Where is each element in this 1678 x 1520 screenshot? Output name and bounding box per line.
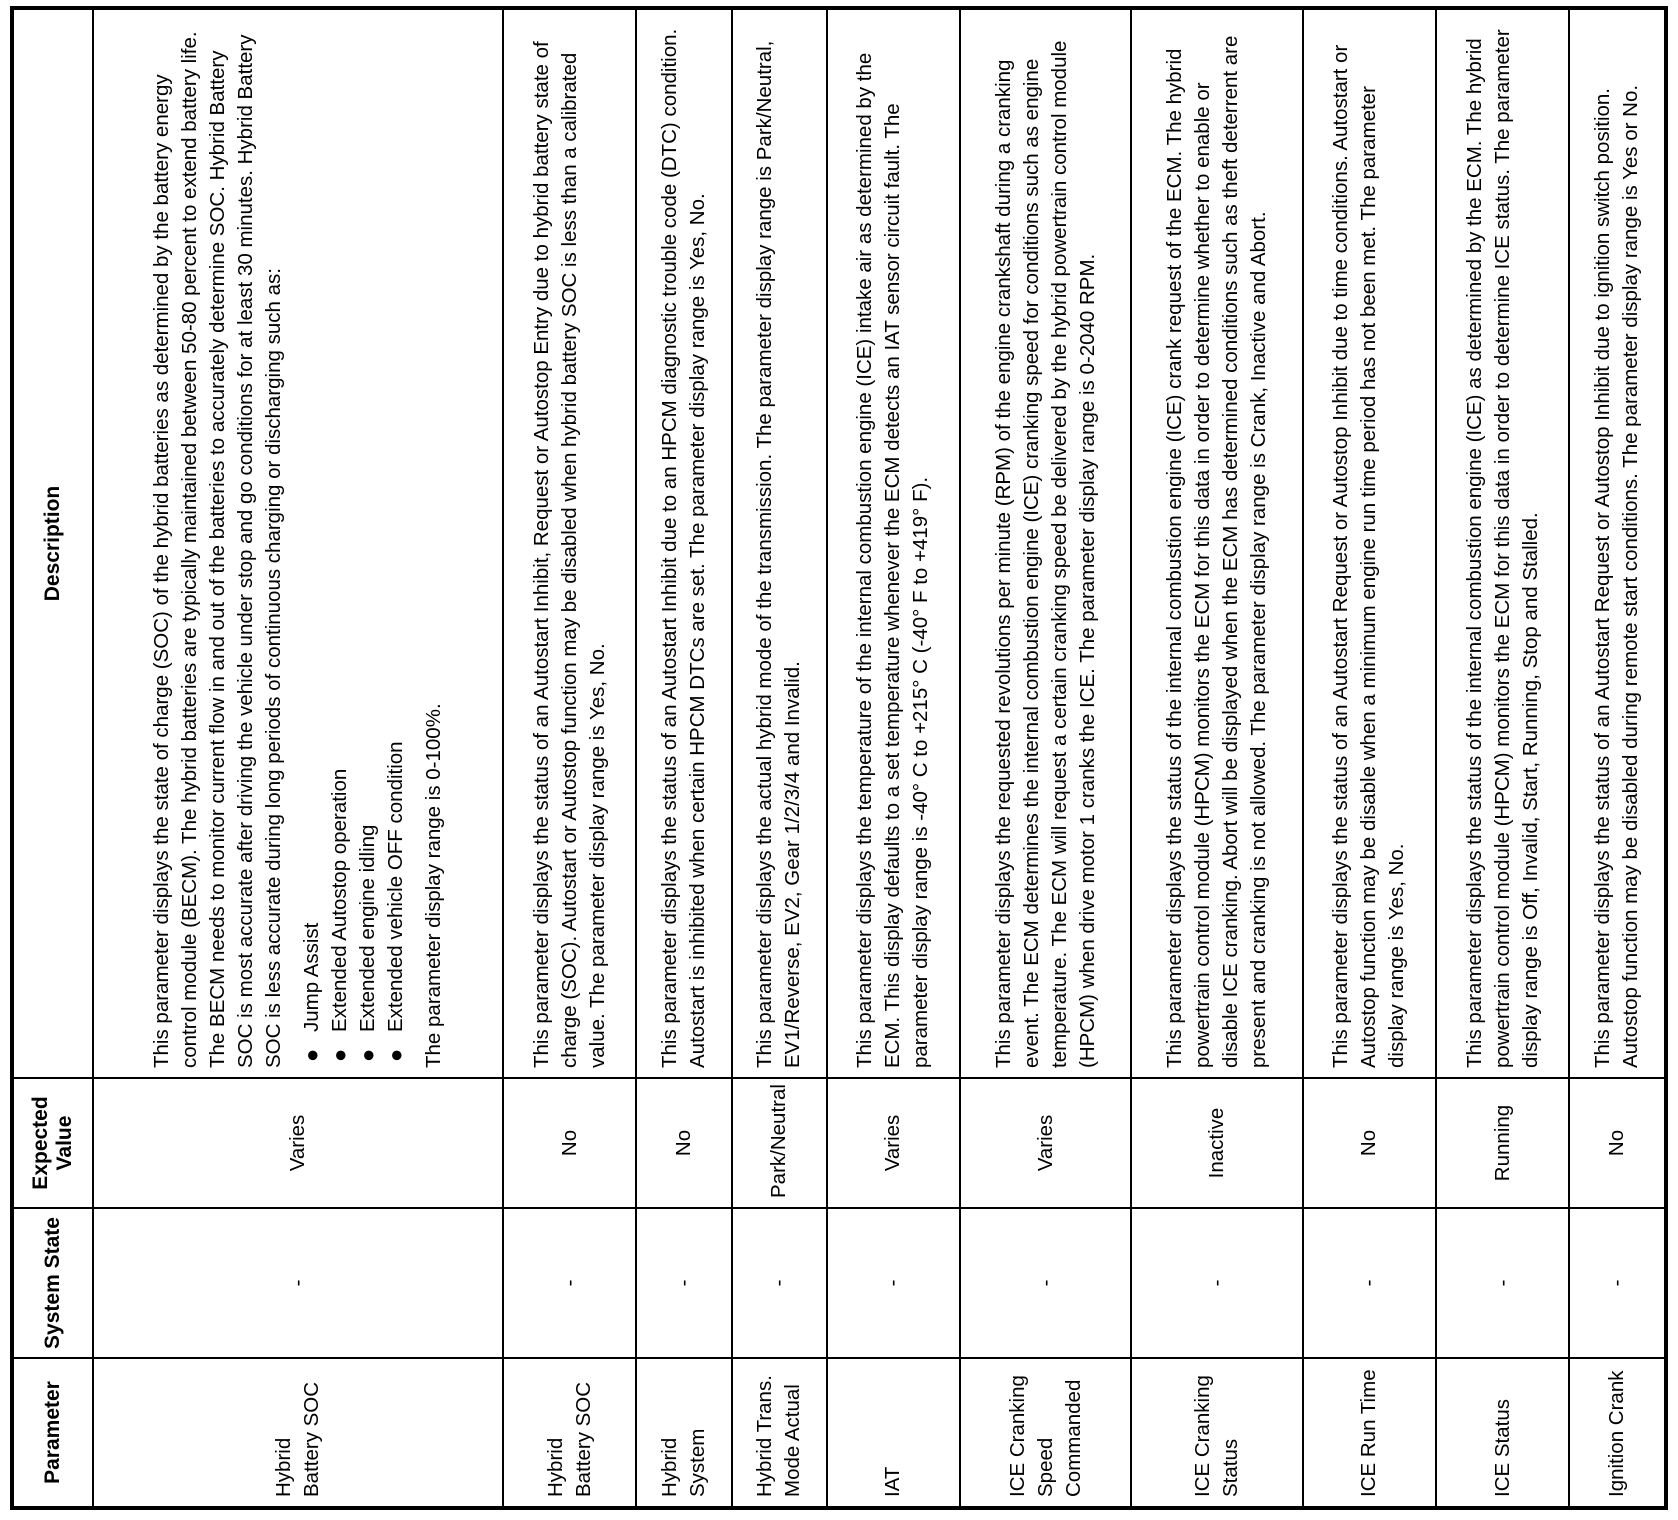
row-system-state: - — [1436, 1208, 1569, 1358]
list-item — [354, 19, 382, 1064]
header-system-state: System State — [12, 1208, 93, 1358]
row-system-state: - — [1131, 1208, 1302, 1358]
row-description: This parameter displays the status of an Autostart Inhibit, Request or Autostop Entry due to hybrid battery state of charge (SOC). Autostart or Autostop function may be disabled when hybrid battery SOC is less than a calibrated value. The parameter display range is Yes, No. — [503, 8, 636, 1078]
row-expected-value: No — [1303, 1078, 1436, 1208]
list-item — [326, 19, 354, 1064]
bullet-icon: ● — [383, 1048, 408, 1062]
row-description: This parameter displays the status of the internal combustion engine (ICE) crank request of the ECM. The hybrid powertrain control module (HPCM) monitors the ECM for this data in order to determine whether to enable or disable ICE cranking. Abort will be displayed when the ECM has determined conditions such as theft deterrent are present and cranking is not allowed. The parameter display range is Crank, Inactive and Abort. — [1131, 8, 1302, 1078]
bullet-icon: ● — [299, 1048, 324, 1062]
bullet-icon: ● — [355, 1048, 380, 1062]
table-row — [732, 8, 827, 1508]
table-row — [1303, 8, 1436, 1508]
row-system-state: - — [93, 1208, 503, 1358]
header-description: Description — [12, 8, 93, 1078]
row-system-state: - — [1303, 1208, 1436, 1358]
header-parameter: Parameter — [12, 1358, 93, 1508]
table-row — [93, 8, 503, 1508]
row-expected-value: No — [636, 1078, 731, 1208]
bullet-icon: ● — [327, 1048, 352, 1062]
row-parameter: ICE Cranking Status — [1131, 1358, 1302, 1508]
row-system-state: - — [1569, 1208, 1666, 1358]
row-parameter: ICE Run Time — [1303, 1358, 1436, 1508]
row-expected-value: Park/Neutral — [732, 1078, 827, 1208]
row-expected-value: Inactive — [1131, 1078, 1302, 1208]
row-parameter: ICE Status — [1436, 1358, 1569, 1508]
description-range-text: The parameter display range is 0-100%. — [422, 703, 445, 1068]
row-parameter: Hybrid Trans. Mode Actual — [732, 1358, 827, 1508]
row-description: This parameter displays the status of the internal combustion engine (ICE) as determined by the ECM. The hybrid powertrain control module (HPCM) monitors the ECM for this data in order to determine ICE status. The parameter display range is Off, Invalid, Start, Running, Stop and Stalled. — [1436, 8, 1569, 1078]
table-row — [636, 8, 731, 1508]
bullet-text: Extended Autostop operation — [328, 768, 351, 1032]
row-system-state: - — [960, 1208, 1131, 1358]
row-description: This parameter displays the status of an Autostart Request or Autostop Inhibit due to time conditions. Autostart or Autostop function may be disable when a minimum engine run time period has not been met. The parameter display range is Yes, No. — [1303, 8, 1436, 1078]
row-parameter: Hybrid Battery SOC — [503, 1358, 636, 1508]
table-row — [960, 8, 1131, 1508]
rotated-table-wrapper — [10, 10, 1668, 1510]
row-description: This parameter displays the status of an Autostart Inhibit due to an HPCM diagnostic trouble code (DTC) condition. Autostart is inhibited when certain HPCM DTCs are set. The parameter display range is Yes, No. — [636, 8, 731, 1078]
row-description — [93, 8, 503, 1078]
row-description: This parameter displays the status of an Autostart Request or Autostop Inhibit due to ignition switch position. Autostop function may be disabled during remote start conditions. The parameter display range is Yes or No. — [1569, 8, 1666, 1078]
row-system-state: - — [503, 1208, 636, 1358]
description-text: This parameter displays the state of charge (SOC) of the hybrid batteries as determined by the battery energy control module (BECM). The hybrid batteries are typically maintained between 50-80 percent to extend battery life. The BECM needs to monitor current flow in and out of the batteries to accurately determine SOC. Hybrid Battery SOC is most accurate after driving the vehicle under stop and go conditions for at least 30 minutes. Hybrid Battery SOC is less accurate during long periods of continuous charging or discharging such as: — [150, 31, 285, 1068]
table-row — [503, 8, 636, 1508]
row-parameter: ICE Cranking Speed Commanded — [960, 1358, 1131, 1508]
parameter-table — [10, 6, 1668, 1510]
bullet-list — [298, 19, 410, 1068]
row-parameter: Hybrid System — [636, 1358, 731, 1508]
row-system-state: - — [732, 1208, 827, 1358]
row-description: This parameter displays the actual hybrid mode of the transmission. The parameter display range is Park/Neutral, EV1/Reverse, EV2, Gear 1/2/3/4 and Invalid. — [732, 8, 827, 1078]
list-item — [298, 19, 326, 1064]
table-row — [827, 8, 960, 1508]
table-header-row — [12, 8, 93, 1508]
bullet-text: Jump Assist — [300, 922, 323, 1032]
list-item — [382, 19, 410, 1064]
row-description: This parameter displays the requested revolutions per minute (RPM) of the engine crankshaft during a cranking event. The ECM determines the internal combustion engine (ICE) cranking speed for conditions such as engine temperature. The ECM will request a certain cranking speed be delivered by the hybrid powertrain control module (HPCM) when drive motor 1 cranks the ICE. The parameter display range is 0-2040 RPM. — [960, 8, 1131, 1078]
row-description: This parameter displays the temperature of the internal combustion engine (ICE) intake air as determined by the ECM. This display defaults to a set temperature whenever the ECM detects an IAT sensor circuit fault. The parameter display range is -40° C to +215° C (-40° F to +419° F). — [827, 8, 960, 1078]
table-row — [1569, 8, 1666, 1508]
row-parameter: Hybrid Battery SOC — [93, 1358, 503, 1508]
row-parameter: Ignition Crank — [1569, 1358, 1666, 1508]
table-row — [1436, 8, 1569, 1508]
row-system-state: - — [827, 1208, 960, 1358]
bullet-text: Extended vehicle OFF condition — [384, 741, 407, 1032]
bullet-text: Extended engine idling — [356, 824, 379, 1032]
row-expected-value: Varies — [960, 1078, 1131, 1208]
header-expected-value: Expected Value — [12, 1078, 93, 1208]
row-expected-value: Varies — [93, 1078, 503, 1208]
row-expected-value: Varies — [827, 1078, 960, 1208]
row-parameter: IAT — [827, 1358, 960, 1508]
row-expected-value: Running — [1436, 1078, 1569, 1208]
row-expected-value: No — [503, 1078, 636, 1208]
row-expected-value: No — [1569, 1078, 1666, 1208]
table-row — [1131, 8, 1302, 1508]
row-system-state: - — [636, 1208, 731, 1358]
